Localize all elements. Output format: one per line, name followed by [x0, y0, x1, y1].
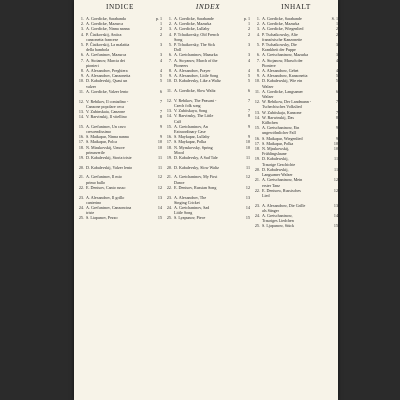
entry-title: A. Grečaninov, Un cavo [86, 123, 126, 129]
entry-title: A. Goedicke, Ninna nanna [86, 26, 130, 32]
entry-title: Dance [174, 179, 185, 185]
entry-number: 11. [167, 88, 172, 94]
entry-title: A. Goedicke, Valzer lento [86, 88, 129, 94]
index-column-english [164, 0, 252, 400]
entry-title: Little Song [174, 210, 193, 216]
entry-title: E. Denisov, Canto russo [86, 184, 126, 190]
entry-title: A. Gretschaninow, [262, 213, 293, 219]
entry-title: D. Kabalevskij, Valzer lento [86, 164, 133, 170]
entry-number: 3. [168, 26, 172, 32]
entry-page: 11 [158, 164, 162, 170]
entry-number: 8. [256, 68, 260, 74]
entry-title: A. Gretchaninov, Sad [174, 205, 210, 210]
entry-number: 14. [254, 114, 260, 120]
entry-title: Langsamer Walzer [262, 172, 293, 178]
entry-title: D. Kabalewskij, Wie ein [262, 78, 303, 84]
entry-page: 7 [247, 97, 250, 103]
entry-page: 14 [245, 205, 250, 210]
entry-title: Walzer [262, 94, 274, 100]
entry-page: 9 [159, 123, 162, 129]
entry-title: E. Denisov, Russian Song [174, 184, 217, 190]
entry-number: 8. [168, 68, 172, 74]
column-title: INDEX [195, 3, 221, 11]
entry-title: S. Maikapar, Polka [262, 140, 294, 146]
entry-title: A. Goedicke, Mazurka [174, 21, 212, 27]
entry-number: 24. [254, 213, 260, 219]
index-entry [252, 193, 338, 198]
entry-title: N. Miaskovskij, Umore [86, 144, 125, 150]
entry-title: D. Kabalewskij, [262, 156, 289, 162]
entry-title: V. Rebikov, The Peasant - [174, 97, 217, 103]
entry-title: A. Alexandrov, Prayer [174, 68, 211, 74]
index-column-italian [76, 0, 164, 400]
entry-page: 9 [159, 134, 162, 140]
index-entry [164, 78, 250, 83]
entry-number: 17. [78, 139, 84, 145]
entry-number: 13. [78, 108, 84, 114]
entry-title: Song [174, 36, 183, 42]
entry-title: Mood [174, 149, 184, 155]
entry-number: 1. [80, 16, 84, 21]
entry-number: 20. [166, 164, 172, 170]
entry-title: A. Gretschaninow, Mein [262, 177, 303, 183]
entry-title: crescendissimo [86, 129, 112, 135]
entry-page: 12 [333, 177, 338, 183]
entry-title: Calf [174, 118, 182, 124]
entry-title: A. Alexandrov, Preghiera [86, 68, 128, 74]
entry-title: Lied [262, 192, 270, 198]
entry-number: 5. [80, 42, 84, 48]
entry-number: 6. [80, 52, 84, 58]
index-entry [164, 215, 250, 220]
entry-title: D. Kabalevsky, Slow Waltz [174, 164, 219, 170]
index-entry [164, 155, 250, 160]
entry-title: S. Maikapar, Wiegenlied [262, 135, 303, 141]
entry-page: 4 [247, 68, 250, 74]
entry-title: A. Alexandrow, Kanzonetta [262, 73, 308, 79]
entry-number: 19. [166, 155, 172, 161]
entry-number: 24. [166, 205, 172, 210]
entry-number: 15. [254, 125, 260, 131]
entry-title: französische Kanzonette [262, 36, 303, 42]
entry-page: 7 [159, 108, 162, 114]
entry-page: 8 [247, 113, 250, 119]
entry-number: 4. [80, 31, 84, 37]
entry-number: 18. [166, 144, 172, 150]
entry-title: A. Goedicke, Sarabanda [86, 16, 126, 21]
entry-page: S. 1 [331, 16, 338, 21]
entry-title: Extraordinary Case [174, 129, 206, 135]
entry-page: 4 [159, 68, 162, 74]
entry-title: N. Myaskovsky, Spring [174, 144, 213, 150]
index-entry [164, 88, 250, 93]
entry-page: 15 [157, 215, 162, 221]
index-entry [76, 185, 162, 190]
entry-title: pionieri [86, 62, 99, 68]
entry-title: S. Maykapar, Lullaby [174, 134, 210, 140]
entry-page: 10 [333, 140, 338, 146]
entry-title: A. Goedicke, Mazurca [86, 21, 124, 27]
entry-number: 21. [166, 174, 172, 180]
entry-number: 24. [78, 205, 84, 210]
entry-number: 10. [166, 78, 172, 84]
entry-page: 4 [159, 57, 162, 63]
entry-title: primaverile [86, 149, 105, 155]
entry-page: 3 [247, 52, 250, 58]
entry-number: 25. [254, 223, 260, 229]
entry-number: 16. [254, 135, 260, 141]
entry-page: 5 [247, 78, 250, 84]
entry-page: 10 [333, 146, 338, 152]
entry-number: 3. [256, 26, 260, 32]
entry-title: A. Gretschaninow, Ein [262, 125, 300, 131]
entry-title: P. Tchaikovsky, The Sick [174, 42, 216, 48]
entry-page: 9 [335, 135, 338, 141]
entry-page: 1 [247, 21, 250, 27]
entry-number: 7. [256, 57, 260, 63]
entry-title: V. Barvinskij, Il vitellino [86, 114, 127, 120]
entry-page: 14 [157, 205, 162, 210]
column-title: INHALT [281, 3, 311, 11]
entry-title: valzer [86, 83, 96, 89]
entry-number: 22. [254, 187, 260, 193]
entry-title: A. Alexandrow, Gebet [262, 68, 299, 74]
entry-number: 18. [254, 146, 260, 152]
entry-page: 7 [247, 108, 250, 114]
entry-title: P. Tchaikovsky, Old French [174, 31, 219, 37]
entry-page: 2 [159, 26, 162, 32]
entry-page: 7 [335, 109, 338, 115]
entry-number: 1. [168, 16, 172, 21]
entry-page: 5 [247, 73, 250, 79]
entry-number: 1. [256, 16, 260, 21]
entry-title: Traurige Geschichte [262, 161, 296, 167]
entry-title: A. Alexandrov, Il grillo [86, 194, 125, 200]
entry-number: 20. [78, 164, 84, 170]
entry-title: Krankheit der Puppe [262, 47, 296, 53]
entry-title: P. Čiaikovskij, La malattia [86, 42, 130, 48]
entry-page: 10 [157, 139, 162, 145]
entry-number: 2. [168, 21, 172, 27]
index-entry [76, 89, 162, 94]
entry-page: 12 [157, 174, 162, 180]
entry-number: 11. [79, 88, 84, 94]
entry-number: 22. [166, 184, 172, 190]
index-column-german [252, 0, 338, 400]
entry-page: 11 [158, 155, 162, 161]
entry-number: 12. [254, 99, 260, 105]
entry-page: 12 [157, 184, 162, 190]
entry-title: als Sänger [262, 207, 279, 213]
entry-title: A. Stoianov, Marcia dei [86, 57, 125, 63]
entry-title: A. Goedicke, Slow Waltz [174, 88, 216, 94]
entry-page: 6 [159, 88, 162, 94]
entry-title: canterino [86, 199, 102, 205]
entry-title: Canzone popolare ceca [86, 103, 124, 109]
entry-number: 16. [78, 134, 84, 140]
entry-title: S. Maikapar, Polca [86, 139, 117, 145]
entry-number: 20. [254, 166, 260, 172]
entry-number: 23. [166, 194, 172, 200]
entry-title: Walzer [262, 83, 274, 89]
entry-number: 19. [78, 155, 84, 161]
entry-number: 5. [168, 42, 172, 48]
entry-number: 5. [256, 42, 260, 48]
entry-number: 23. [254, 202, 260, 208]
entry-title: W. Rebikow, Der Landmann - [262, 99, 312, 105]
entry-title: S. Lyapunov, Piece [174, 215, 206, 221]
entry-page: 12 [245, 184, 250, 190]
entry-page: 8 [159, 114, 162, 120]
entry-title: N. Mjaskowskij, [262, 146, 290, 152]
entry-title: W. Barwinskij, Das [262, 114, 294, 120]
entry-title: Kälbchen [262, 120, 278, 126]
entry-page: 4 [335, 57, 338, 63]
entry-page: 9 [247, 123, 250, 129]
entry-number: 10. [78, 78, 84, 84]
entry-title: A. Gretchaninov, Mazurka [174, 52, 218, 58]
entry-page: 12 [333, 187, 338, 193]
entry-title: A. Alexandrov, Canzonetta [86, 73, 131, 79]
entry-list [164, 16, 250, 221]
entry-title: A. Goedicke, Langsamer [262, 88, 303, 94]
entry-number: 23. [78, 194, 84, 200]
entry-title: erster Tanz [262, 182, 280, 188]
entry-number: 9. [256, 73, 260, 79]
entry-number: 18. [78, 144, 84, 150]
entry-number: 17. [254, 140, 260, 146]
entry-title: A. Grečaninov, Mazurca [86, 52, 127, 58]
entry-number: 7. [168, 57, 172, 63]
entry-number: 12. [166, 97, 172, 103]
entry-number: 4. [256, 31, 260, 37]
entry-page: 2 [159, 31, 162, 37]
entry-title: A. Goedicke, Mazurka [262, 21, 300, 27]
entry-number: 10. [254, 78, 260, 84]
entry-title: A. Goedicke, Sarabande [174, 16, 214, 21]
entry-page: 7 [335, 99, 338, 105]
entry-page: 1 [335, 21, 338, 27]
entry-page: 11 [246, 164, 250, 170]
entry-number: 8. [80, 68, 84, 74]
entry-page: 6 [247, 88, 250, 94]
entry-page: 13 [157, 194, 162, 200]
entry-list [76, 16, 162, 221]
entry-number: 21. [78, 174, 84, 180]
entry-title: E. Denisow, Russisches [262, 187, 301, 193]
entry-page: 7 [159, 98, 162, 104]
entry-title: W. Zubitskaja, Kanzone [262, 109, 302, 115]
entry-page: 3 [335, 42, 338, 48]
entry-number: 14. [78, 114, 84, 120]
entry-number: 12. [78, 98, 84, 104]
entry-number: 16. [166, 134, 172, 140]
entry-title: triste [86, 210, 95, 216]
entry-title: V. Zubitskaya, Song [174, 108, 208, 114]
entry-page: 11 [334, 156, 338, 162]
entry-title: A. Alexandrov, Little Song [174, 73, 219, 79]
entry-number: 17. [166, 139, 172, 145]
entry-page: 13 [245, 194, 250, 200]
entry-title: P. Tschaikowsky, Alte [262, 31, 298, 37]
entry-page: 9 [335, 125, 338, 131]
entry-title: Trauriges Liedchen [262, 218, 294, 224]
entry-title: Pioniere [262, 62, 276, 68]
entry-page: 5 [159, 78, 162, 84]
entry-page: 2 [247, 26, 250, 32]
entry-number: 19. [254, 156, 260, 162]
entry-title: Frühlingslaune [262, 151, 287, 157]
entry-number: 22. [78, 184, 84, 190]
index-entry [76, 165, 162, 170]
entry-title: Czech folk song [174, 103, 201, 109]
entry-title: D. Kabalevskij, Storia triste [86, 155, 132, 161]
entry-title: A. Goedicke, Wiegenlied [262, 26, 304, 32]
index-entry [164, 185, 250, 190]
entry-page: 13 [333, 202, 338, 208]
entry-title: A. Stoyanov, March of the [174, 57, 218, 63]
entry-page: 10 [245, 144, 250, 150]
entry-number: 9. [80, 73, 84, 79]
entry-title: S. Maykapar, Polka [174, 139, 207, 145]
entry-title: A. Goedicke, Lullaby [174, 26, 210, 32]
entry-page: 4 [247, 57, 250, 63]
entry-page: 15 [245, 215, 250, 221]
entry-page: 10 [245, 139, 250, 145]
entry-number: 3. [80, 26, 84, 32]
entry-page: 5 [159, 73, 162, 79]
entry-title: D. Kabalevskij, Quasi un [86, 78, 128, 84]
entry-title: canzonetta francese [86, 36, 119, 42]
entry-title: D. Kabalevsky, Like a Waltz [174, 78, 221, 84]
entry-page: 10 [157, 144, 162, 150]
index-entry [76, 215, 162, 220]
entry-number: 25. [166, 215, 172, 221]
entry-number: 15. [166, 123, 172, 129]
entry-page: 11 [334, 166, 338, 172]
entry-page: 11 [246, 155, 250, 161]
entry-page: p. 1 [243, 16, 250, 21]
entry-page: 6 [335, 88, 338, 94]
entry-title: primo ballo [86, 179, 105, 185]
entry-page: p. 1 [155, 16, 162, 21]
entry-page: 5 [335, 73, 338, 79]
entry-title: P. Čiaikovskij, Antica [86, 31, 122, 37]
entry-number: 15. [78, 123, 84, 129]
entry-number: 21. [254, 177, 260, 183]
entry-number: 6. [256, 52, 260, 58]
entry-title: V. Zubinskaia, Canzone [86, 108, 126, 114]
entry-title: Doll [174, 47, 182, 53]
column-title: INDICE [106, 3, 134, 11]
entry-title: A. Gretchaninov, My First [174, 174, 218, 180]
entry-title: ungewöhnlicher Fall [262, 130, 296, 136]
entry-title: A. Alexandrow, Die Grille [262, 202, 306, 208]
entry-page: 2 [335, 26, 338, 32]
entry-number: 11. [255, 88, 260, 94]
entry-title: S. Liapunov, Pezzo [86, 215, 118, 221]
entry-page: 2 [335, 31, 338, 37]
entry-page: 8 [335, 114, 338, 120]
entry-page: 3 [159, 42, 162, 48]
entry-list [252, 16, 338, 229]
entry-number: 13. [254, 109, 260, 115]
index-page [74, 0, 338, 400]
entry-page: 15 [333, 223, 338, 229]
entry-page: 3 [335, 52, 338, 58]
entry-number: 9. [168, 73, 172, 79]
entry-title: A. Grečaninov, Canzoncina [86, 205, 132, 210]
entry-number: 25. [78, 215, 84, 221]
entry-title: V. Barvinsky, The Little [174, 113, 214, 119]
entry-page: 12 [245, 174, 250, 180]
entry-title: Singing Cricket [174, 199, 200, 205]
entry-page: 5 [335, 78, 338, 84]
entry-title: A. Gretschaninow, Mazurka [262, 52, 309, 58]
entry-number: 2. [256, 21, 260, 27]
entry-number: 6. [168, 52, 172, 58]
entry-title: D. Kabalewskij, [262, 166, 289, 172]
entry-number: 14. [166, 113, 172, 119]
entry-title: S. Ljapunow, Stück [262, 223, 295, 229]
entry-title: V. Rebikov, Il contadino - [86, 98, 129, 104]
entry-number: 13. [166, 108, 172, 114]
index-entry [76, 114, 162, 119]
index-entry [252, 223, 338, 228]
entry-title: della bambola [86, 47, 110, 53]
entry-page: 2 [247, 31, 250, 37]
entry-page: 14 [333, 213, 338, 219]
entry-title: Tschechisches Volkslied [262, 104, 302, 110]
index-entry [76, 155, 162, 160]
entry-page: 3 [247, 42, 250, 48]
entry-title: S. Maikapar, Ninna nanna [86, 134, 129, 140]
entry-title: P. Tschaikowsky, Die [262, 42, 297, 48]
entry-title: A. Alexandrov, The [174, 194, 207, 200]
entry-number: 7. [80, 57, 84, 63]
entry-title: A. Grečaninov, Il mio [86, 174, 122, 180]
entry-title: A. Stojanow, Marsch der [262, 57, 303, 63]
entry-page: 4 [335, 68, 338, 74]
entry-page: 3 [159, 52, 162, 58]
entry-title: A. Goedicke, Sarabande [262, 16, 302, 21]
entry-page: 1 [159, 21, 162, 27]
entry-title: Pioneers [174, 62, 189, 68]
entry-title: D. Kabalevsky, A Sad Tale [174, 155, 218, 161]
entry-number: 4. [168, 31, 172, 37]
entry-number: 2. [80, 21, 84, 27]
index-entry [164, 165, 250, 170]
entry-page: 9 [247, 134, 250, 140]
entry-title: A. Gretchaninov, An [174, 123, 208, 129]
